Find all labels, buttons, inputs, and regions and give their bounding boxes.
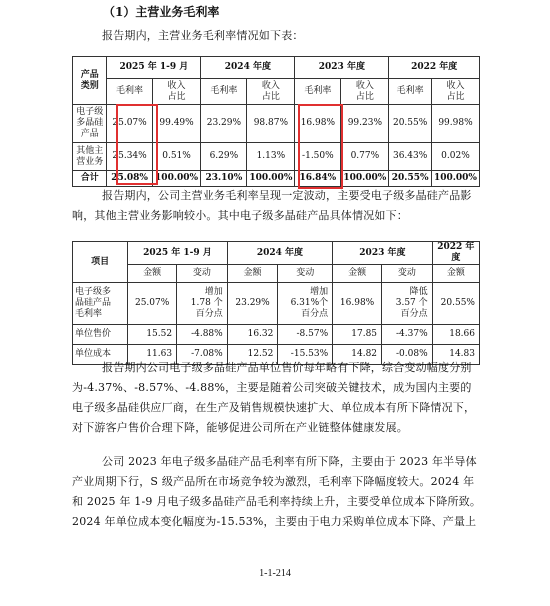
- table-cell: -15.53%: [278, 345, 333, 365]
- table-cell: 0.51%: [152, 143, 201, 171]
- table2-sub-header: 变动: [382, 265, 433, 283]
- table2-corner-header: 项目: [73, 242, 128, 283]
- table-cell: 17.85: [333, 325, 382, 345]
- table-cell: 25.34%: [107, 143, 152, 171]
- table2-sub-header: 金额: [227, 265, 278, 283]
- table-cell: 23.29%: [201, 105, 247, 143]
- table-cell: 100.00%: [341, 171, 389, 187]
- table-cell: -4.88%: [177, 325, 228, 345]
- row-label: 合计: [73, 171, 107, 187]
- table-cell: 11.63: [128, 345, 177, 365]
- table-cell: 99.49%: [152, 105, 201, 143]
- highlight-box-2023: [298, 104, 343, 189]
- row-label: 单位售价: [73, 325, 128, 345]
- table1-corner-header: 产品 类别: [73, 57, 107, 105]
- table2-period-header: 2025 年 1-9 月: [128, 242, 227, 265]
- body-paragraph: 报告期内，公司主营业务毛利率呈现一定波动，主要受电子级多晶硅产品影响，其他主营业务影响较小。其中电子级多晶硅产品具体情况如下：: [72, 189, 472, 222]
- table-cell: 100.00%: [247, 171, 295, 187]
- table-cell: 16.32: [227, 325, 278, 345]
- table-cell: 16.98%: [333, 283, 382, 325]
- table-cell: 16.84%: [295, 171, 341, 187]
- table-cell: 增加 6.31%个 百分点: [278, 283, 333, 325]
- table1-period-header: 2025 年 1-9 月: [107, 57, 201, 79]
- table-cell: 14.83: [432, 345, 479, 365]
- table-cell: 14.82: [333, 345, 382, 365]
- table-cell: 99.98%: [431, 105, 479, 143]
- table-cell: 20.55%: [389, 105, 432, 143]
- table-cell: 0.02%: [431, 143, 479, 171]
- table1-sub-header: 收入 占比: [152, 79, 201, 105]
- row-label: 电子级 多晶硅 产品: [73, 105, 107, 143]
- table2-period-header: 2023 年度: [333, 242, 432, 265]
- table-cell: 20.55%: [432, 283, 479, 325]
- table2-period-header: 2024 年度: [227, 242, 332, 265]
- table1-period-header: 2024 年度: [201, 57, 295, 79]
- table-cell: -1.50%: [295, 143, 341, 171]
- table2-sub-header: 金额: [333, 265, 382, 283]
- table-cell: 20.55%: [389, 171, 432, 187]
- table1-sub-header: 毛利率: [295, 79, 341, 105]
- highlight-box-2025: [116, 104, 158, 185]
- table-cell: -0.08%: [382, 345, 433, 365]
- table-cell: 25.08%: [107, 171, 152, 187]
- table1-period-header: 2022 年度: [389, 57, 480, 79]
- table-cell: 100.00%: [152, 171, 201, 187]
- table-cell: 23.29%: [227, 283, 278, 325]
- table-cell: 15.52: [128, 325, 177, 345]
- table-cell: 16.98%: [295, 105, 341, 143]
- table-cell: -4.37%: [382, 325, 433, 345]
- row-label: 其他主 营业务: [73, 143, 107, 171]
- table-cell: 25.07%: [128, 283, 177, 325]
- table1-sub-header: 毛利率: [107, 79, 152, 105]
- table1-period-header: 2023 年度: [295, 57, 389, 79]
- table2-sub-header: 变动: [278, 265, 333, 283]
- table2-period-header: 2022 年度: [432, 242, 479, 265]
- table2-sub-header: 金额: [432, 265, 479, 283]
- table-cell: 0.77%: [341, 143, 389, 171]
- table2-sub-header: 金额: [128, 265, 177, 283]
- table-cell: 100.00%: [431, 171, 479, 187]
- row-label: 单位成本: [73, 345, 128, 365]
- table-cell: 降低 3.57 个 百分点: [382, 283, 433, 325]
- table1-sub-header: 收入 占比: [431, 79, 479, 105]
- table1-sub-header: 毛利率: [389, 79, 432, 105]
- table-row: [73, 325, 480, 345]
- table-cell: 23.10%: [201, 171, 247, 187]
- table-cell: 12.52: [227, 345, 278, 365]
- table-cell: -8.57%: [278, 325, 333, 345]
- table1-sub-header: 收入 占比: [247, 79, 295, 105]
- row-label: 电子级多 晶硅产品 毛利率: [73, 283, 128, 325]
- table-row: [73, 283, 480, 325]
- body-paragraph: 报告期内公司电子级多晶硅产品单位售价每年略有下降，综合变动幅度分别为-4.37%、-8.57%、-4.88%，主要是随着公司突破关键技术，成为国内主要的电子级多晶硅供应厂商，在生产及销售规模快速扩大、单位成本有所下降情况下，对下游客户售价合理下降，能够促进公司所在产业链整体健康发展。: [72, 361, 476, 434]
- table-cell: 98.87%: [247, 105, 295, 143]
- table1-sub-header: 毛利率: [201, 79, 247, 105]
- polysilicon-detail-table: [72, 241, 480, 365]
- section-heading: （1）主营业务毛利率: [103, 5, 220, 19]
- page-number: 1-1-214: [259, 568, 291, 579]
- table2-sub-header: 变动: [177, 265, 228, 283]
- table-cell: 1.13%: [247, 143, 295, 171]
- body-paragraph: 公司 2023 年电子级多晶硅产品毛利率有所下降，主要由于 2023 年半导体产业周期下行，S 级产品所在市场竞争较为激烈，毛利率下降幅度较大。2024 年和 2025 年 1-9 月电子级多晶硅产品毛利率持续上升，主要受单位成本下降所致。2024 年单位成本变化幅度为-15.53%，主要由于电力采购单位成本下降、产量上: [72, 455, 482, 528]
- table-cell: 增加 1.78 个 百分点: [177, 283, 228, 325]
- table-cell: 36.43%: [389, 143, 432, 171]
- table2-subheader-row: [73, 265, 480, 283]
- table-cell: -7.08%: [177, 345, 228, 365]
- table-cell: 99.23%: [341, 105, 389, 143]
- table1-sub-header: 收入 占比: [341, 79, 389, 105]
- table-cell: 25.07%: [107, 105, 152, 143]
- table-cell: 6.29%: [201, 143, 247, 171]
- intro-paragraph: 报告期内，主营业务毛利率情况如下表：: [102, 29, 304, 42]
- table1-subheader-row: [73, 79, 480, 105]
- table-cell: 18.66: [432, 325, 479, 345]
